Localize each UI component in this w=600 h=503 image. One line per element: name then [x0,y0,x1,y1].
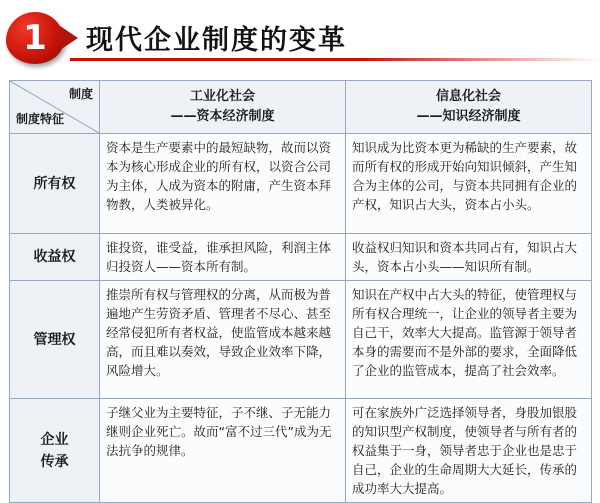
column-header-information [346,81,592,134]
column-header-industrial [100,81,346,134]
table-row-management [10,281,592,399]
corner-label-feature: 制度特征 [16,112,65,126]
row-label-succession-line2: 传承 [40,453,69,470]
comparison-table [9,80,592,503]
corner-cell [10,81,100,134]
row-label-revenue: 收益权 [10,234,100,281]
cell-industrial-succession: 子继父业为主要特征，子不继、子无能力继则企业死亡。故而“富不过三代”成为无法抗争的规律。 [100,399,346,503]
cell-information-management: 知识在产权中占大头的特征，使管理权与所有权合理统一，让企业的领导者主要为自己干，效率大大提高。监管源于领导者本身的需要而不是外部的要求，全面降低了企业的监管成本，提高了社会效率。 [346,281,592,399]
corner-label-system: 制度 [68,87,93,101]
cell-information-ownership: 知识成为比资本更为稀缺的生产要素，故而所有权的形成开始向知识倾斜，产生知合为主体的公司，与资本共同拥有企业的产权，知识占大头，资本占小头。 [346,134,592,234]
table-row-succession [10,399,592,503]
row-label-succession-line1: 企业 [40,431,69,448]
cell-industrial-ownership: 资本是生产要素中的最短缺物，故而以资本为核心形成企业的所有权，以资合公司为主体，人成为资本的附庸，产生资本拜物教，人类被异化。 [100,134,346,234]
page-title: 现代企业制度的变革 [86,25,347,56]
header [0,0,600,70]
column-header-information-subtitle: ——知识经济制度 [416,109,521,124]
column-header-information-title: 信息化社会 [435,89,501,104]
row-label-succession [10,399,100,503]
table-header-row [10,81,592,134]
title-underline [70,58,600,61]
column-header-industrial-subtitle: ——资本经济制度 [170,109,275,124]
cell-information-revenue: 收益权归知识和资本共同占有，知识占大头，资本占小头——知识所有制。 [346,234,592,281]
cell-industrial-revenue: 谁投资，谁受益，谁承担风险，利润主体归投资人——资本所有制。 [100,234,346,281]
column-header-industrial-title: 工业化社会 [189,89,255,104]
row-label-management: 管理权 [10,281,100,399]
cell-industrial-management: 推崇所有权与管理权的分离，从而极为普遍地产生劳资矛盾、管理者不尽心、甚至经常侵犯所有者权益，使监管成本越来越高，而且难以奏效，导致企业效率下降，风险增大。 [100,281,346,399]
section-number: 1 [23,18,47,58]
row-label-ownership: 所有权 [10,134,100,234]
cell-information-succession: 可在家族外广泛选择领导者，身股加银股的知识型产权制度，使领导者与所有者的权益集于一身，领导者忠于企业也是忠于自己，企业的生命周期大大延长，传承的成功率大大提高。 [346,399,592,503]
table-row-revenue [10,234,592,281]
table-row-ownership [10,134,592,234]
section-number-badge [6,12,64,64]
